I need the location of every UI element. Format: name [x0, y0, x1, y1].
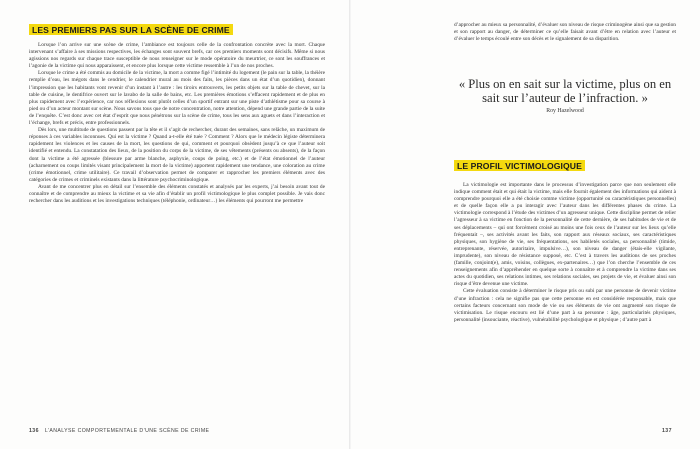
- paragraph: Dès lors, une multitude de questions passent par la tête et il s’agit de rechercher, durant des semaines, sans relâche, un maximum de réponses à ces variables inconnues. Qui est la victime ? Quand a-t-elle été tuée ? Comment ? Alors que le médecin légiste déterminera rapidement les violences et les causes de la mort, les questions de qui, comment et pourquoi obsèdent jusqu’à ce que l’auteur soit identifié et entendu. La constatation des lieux, de la position du corps de la victime, de ses vêtements (présents ou absents), de la façon dont la victime a été agressée (blessure par arme blanche, asphyxie, coups de poing, etc.) et de l’état émotionnel de l’auteur (acharnement ou coups limités visant principalement la mort de la victime) apportent rapidement une tendance, une coloration au crime (crime émotionnel, crime utilitaire). Ce travail d’observation permet de comparer et rapprocher les premiers éléments avec des catégories de crimes et criminels existants dans la littérature psychocriminologique.: [29, 127, 325, 183]
- right-page: [351, 0, 700, 449]
- running-title: L’ANALYSE COMPORTEMENTALE D’UNE SCÈNE DE CRIME: [44, 428, 210, 434]
- left-page-body: [29, 42, 325, 205]
- paragraph: Lorsque le crime a été commis au domicile de la victime, la mort a comme figé l’intimité du logement (le pain sur la table, la théière remplie d’eau, les mégots dans le cendrier, le calendrier mural au mois des faits, les pièces dans un état d’un quotidien), donnant l’impression que les habitants vont revenir d’un instant à l’autre : les tiroirs entrouverts, les petits objets sur la table de chevet, sur la table de cuisine, le dentifrice ouvert sur le lavabo de la salle de bains, etc. Les premières émotions s’effacent rapidement et de plus en plus rapidement avec l’expérience, car nos réflexions sont plutôt celles d’un sportif entrant sur une piste d’athlétisme pour sa course à pied ou d’un acteur montant sur scène. Nous savons tous que de notre concentration, notre attention, dépend une grande partie de la suite de l’enquête. C’est donc avec cet état d’esprit que nous pénétrons sur la scène de crime, tous les sens aux aguets et dans l’interaction et l’échange, brefs et précis, entre professionnels.: [29, 70, 325, 127]
- page-number: 137: [662, 428, 672, 434]
- section-heading-premiers-pas: LES PREMIERS PAS SUR LA SCÈNE DE CRIME: [29, 24, 233, 35]
- paragraph: La victimologie est importante dans le processus d’investigation parce que non seulement elle indique comment était et qui était la victime, mais elle fournit également des informations qui aident à comprendre pourquoi elle a été choisie comme victime (opportunité ou caractéristiques personnelles) et de quelle façon elle a pu interagir avec l’auteur dans les différentes phases du crime. La victimologie correspond à l’étude des victimes d’un agresseur unique. Cette discipline permet de relier l’agresseur à sa victime en fonction de la personnalité de cette dernière, de ses habitudes de vie et de ses déplacements – qui ont forcément croisé au moins une fois ceux de l’auteur sur les lieux qu’elle fréquentait –, ses activités avant les faits, son rapport aux réseaux sociaux, ses caractéristiques physiques, son hygiène de vie, ses fréquentations, ses habiletés sociales, sa personnalité (timide, entreprenante, réservée, autoritaire, impulsive…), son niveau de danger (étais-elle vigilante, imprudente), son niveau de résistance supposé, etc. C’est à travers les auditions de ses proches (famille, conjoint(e), amis, voisins, collègues, ex-partenaires…) que l’on cherche l’ensemble de ces renseignements afin d’appréhender en quelque sorte à connaître et à comprendre la victime dans ses actes du quotidien, ses relations intimes, ses relations sociales, ses projets de vie, et évaluer ainsi son risque d’être devenue une victime.: [454, 182, 676, 288]
- paragraph: Lorsque l’on arrive sur une scène de crime, l’ambiance est toujours celle de la confrontation concrète avec la mort. Chaque intervenant s’affaire à ses missions respectives, les échanges sont souvent brefs, car ces premiers moments sont décisifs. Même si nous agissions nos regards sur chaque trace susceptible de nous renseigner sur le mode opératoire du meurtrier, ce sont les souffrances et l’agonie de la victime qui nous apparaissent, et encore plus lorsque cette victime ressemble à l’un de nos proches.: [29, 42, 325, 70]
- quote-author: Roy Hazelwood: [546, 108, 584, 115]
- quote-text: « Plus on en sait sur la victime, plus on en sait sur l’auteur de l’infraction. »: [458, 77, 672, 105]
- left-page: [0, 0, 349, 449]
- right-page-body: [454, 182, 676, 324]
- paragraph: Cette évaluation consiste à déterminer le risque pris ou subi par une personne de devenir victime d’une infraction : cela ne signifie pas que cette personne en est considérée responsable, mais que certains facteurs concernant son mode de vie ou ses éléments de vie ont augmenté son risque de victimisation. Le risque encouru est lié d’une part à sa personne : âge, particularités physiques, personnalité (insouciante, réactive), vulnérabilité psychologique et physique ; d’autre part à: [454, 288, 676, 323]
- left-page-footer: [29, 428, 209, 434]
- paragraph: Avant de me concentrer plus en détail sur l’ensemble des éléments constatés et analysés par les experts, j’ai besoin avant tout de connaître et de comprendre au mieux la victime et sa vie afin d’établir un profil victimologique le plus complet possible. Je vais donc rechercher dans les auditions et les investigations techniques (téléphonie, ordinateur…) les éléments qui pourront me permettre: [29, 183, 325, 205]
- right-page-intro: [454, 22, 676, 43]
- section-heading-profil-victimologique: LE PROFIL VICTIMOLOGIQUE: [454, 160, 585, 171]
- page-number: 136: [29, 428, 39, 434]
- paragraph: d’approcher au mieux sa personnalité, d’évaluer son niveau de risque criminogène ainsi que sa gestion et son rapport au danger, de déterminer ce qu’elle faisait avant d’être en relation avec l’auteur et d’évaluer le temps écoulé entre son décès et le signalement de sa disparition.: [454, 22, 676, 43]
- pull-quote: [454, 78, 676, 114]
